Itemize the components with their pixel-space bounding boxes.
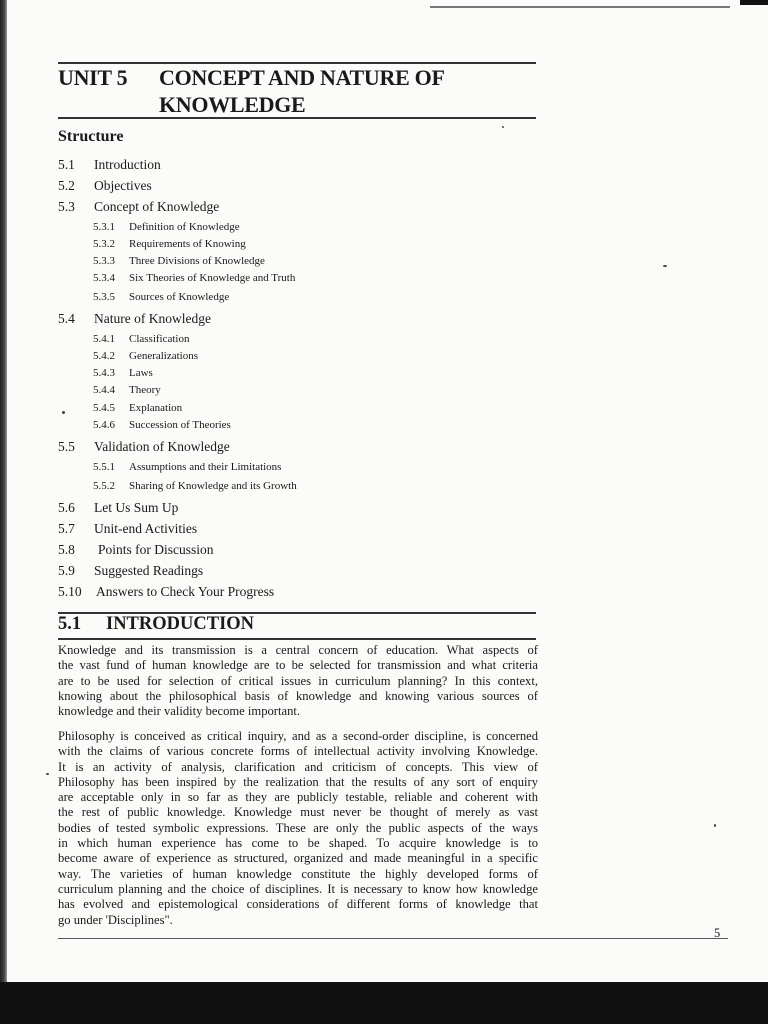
toc-sublabel: Definition of Knowledge — [129, 221, 240, 233]
toc-sublabel: Sources of Knowledge — [129, 291, 230, 303]
structure-heading: Structure — [58, 128, 124, 145]
toc-number: 5.9 — [58, 563, 75, 578]
paragraph-line: way. The varieties of human knowledge constitute the highly developed forms of — [58, 866, 538, 881]
toc-label: Unit-end Activities — [94, 521, 198, 536]
top-edge-mark — [740, 0, 768, 5]
unit-label: UNIT 5 — [58, 65, 128, 90]
paragraph-line: with the claims of various concrete forms of intellectual activity involving Knowledge. — [58, 744, 538, 759]
toc-number: 5.1 — [58, 157, 75, 172]
paragraph-line: the vast fund of human knowledge are to be selected for transmission and what criteria — [58, 658, 538, 673]
paragraph-line: are acceptable only in so far as they are publicly testable, reliable and coherent with — [58, 790, 538, 805]
toc-label: Objectives — [94, 178, 152, 193]
toc-label: Suggested Readings — [94, 563, 204, 578]
scan-bottom-band — [0, 982, 768, 1024]
paragraph-line: go under 'Disciplines". — [58, 912, 173, 927]
toc-sublabel: Generalizations — [129, 350, 199, 362]
unit-title — [159, 64, 539, 118]
toc-subnumber: 5.4.3 — [93, 367, 115, 379]
toc-number: 5.8 — [58, 542, 75, 557]
scan-speck — [663, 265, 667, 267]
toc-subnumber: 5.3.4 — [93, 272, 115, 284]
toc-sublabel: Three Divisions of Knowledge — [129, 255, 265, 267]
toc-label: Points for Discussion — [98, 542, 214, 557]
paragraph-line: the rest of public knowledge. Knowledge must never be thought of merely as vast — [58, 805, 538, 820]
paragraph-line: in which human experience has come to be shaped. To acquire knowledge is to — [58, 836, 538, 851]
paragraph-line: knowledge and their validity become important. — [58, 704, 301, 719]
paragraph-line: Philosophy has been inspired by the realization that the results of any sort of enquiry — [58, 774, 538, 789]
toc-sublabel: Theory — [129, 384, 161, 396]
section-number: 5.1 — [58, 614, 82, 634]
footer-rule — [58, 938, 728, 939]
toc-number: 5.4 — [58, 311, 75, 326]
paragraph-line: become aware of experience as structured, organized and made meaningful in a specific — [58, 851, 538, 866]
toc-label: Let Us Sum Up — [94, 500, 179, 515]
toc-subnumber: 5.4.2 — [93, 350, 115, 362]
intro-paragraph-2 — [58, 729, 538, 928]
toc-label: Introduction — [94, 157, 161, 172]
toc-label: Answers to Check Your Progress — [96, 584, 275, 599]
toc-sublabel: Explanation — [129, 402, 183, 414]
paragraph-line: Knowledge and its transmission is a central concern of education. What aspects of — [58, 643, 538, 657]
paragraph-line: Philosophy is conceived as critical inquiry, and as a second-order discipline, is concerned — [58, 729, 538, 743]
toc-label: Concept of Knowledge — [94, 199, 220, 214]
paragraph-line: are to be used for selection of critical issues in curriculum planning? In this context, — [58, 673, 538, 688]
section-bottom-rule — [58, 638, 536, 640]
toc-subnumber: 5.3.2 — [93, 238, 115, 250]
paragraph-line: knowing about the philosophical basis of knowledge and knowing various sources of — [58, 688, 538, 703]
paragraph-line: curriculum planning and the choice of disciplines. It is necessary to know how knowledge — [58, 881, 538, 896]
toc-label: Validation of Knowledge — [94, 439, 230, 454]
toc-sublabel: Six Theories of Knowledge and Truth — [129, 272, 296, 284]
toc-label: Nature of Knowledge — [94, 311, 211, 326]
unit-title-line-1: CONCEPT AND NATURE OF — [159, 65, 445, 90]
paragraph-line: It is an activity of analysis, clarification and criticism of concepts. This view of — [58, 759, 538, 774]
toc-subnumber: 5.3.1 — [93, 221, 115, 233]
toc-number: 5.2 — [58, 178, 75, 193]
toc-sublabel: Classification — [129, 333, 190, 345]
toc-subnumber: 5.5.2 — [93, 480, 115, 492]
paragraph-line: has evolved and epistemological considerations of different forms of knowledge that — [58, 897, 538, 912]
toc-subnumber: 5.4.1 — [93, 333, 115, 345]
section-title: INTRODUCTION — [106, 614, 255, 634]
toc-subnumber: 5.4.4 — [93, 384, 115, 396]
toc-sublabel: Sharing of Knowledge and its Growth — [129, 480, 297, 492]
toc-subnumber: 5.4.5 — [93, 402, 115, 414]
scan-speck — [62, 411, 65, 414]
paragraph-line: bodies of tested symbolic expressions. These are only the public aspects of the ways — [58, 820, 538, 835]
toc-sublabel: Laws — [129, 367, 153, 379]
toc-subnumber: 5.5.1 — [93, 461, 115, 473]
unit-title-line-2: KNOWLEDGE — [159, 92, 306, 117]
intro-paragraph-1 — [58, 643, 538, 719]
binding-shadow — [0, 0, 7, 985]
page-number: 5 — [714, 926, 721, 940]
toc-sublabel: Requirements of Knowing — [129, 238, 246, 250]
toc-sublabel: Assumptions and their Limitations — [129, 461, 282, 473]
scan-speck — [714, 824, 716, 827]
toc-number: 5.7 — [58, 521, 75, 536]
toc-number: 5.10 — [58, 584, 82, 599]
toc-number: 5.5 — [58, 439, 75, 454]
toc-number: 5.3 — [58, 199, 75, 214]
toc-number: 5.6 — [58, 500, 75, 515]
scan-speck — [46, 773, 49, 775]
toc-subnumber: 5.3.5 — [93, 291, 115, 303]
toc-sublabel: Succession of Theories — [129, 419, 231, 431]
toc-subnumber: 5.4.6 — [93, 419, 115, 431]
top-edge-line — [430, 6, 730, 8]
unit-bottom-rule — [58, 117, 536, 119]
toc-subnumber: 5.3.3 — [93, 255, 115, 267]
scan-speck — [502, 126, 504, 128]
